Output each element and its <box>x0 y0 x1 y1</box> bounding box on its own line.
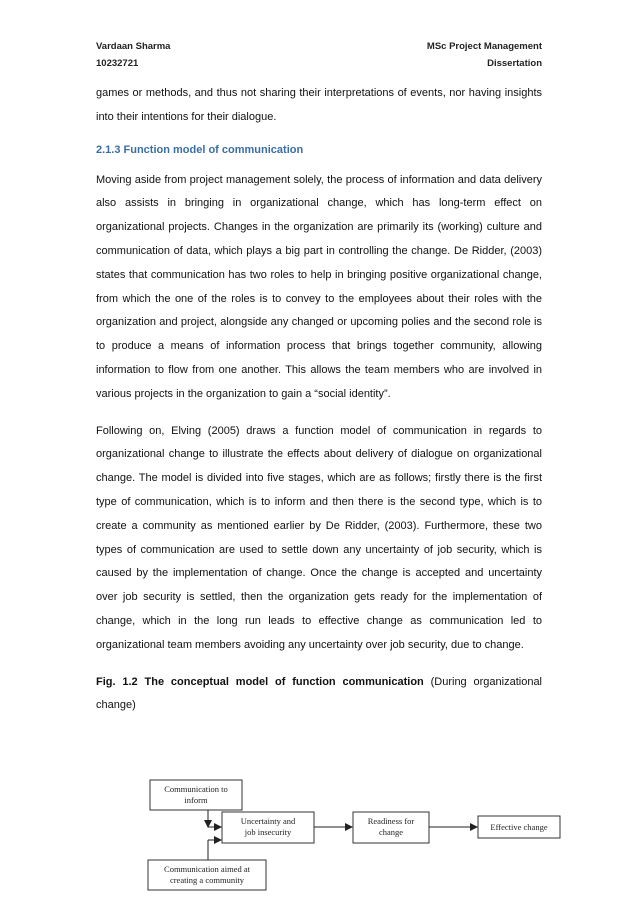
node-uncertainty <box>222 812 314 843</box>
node-community-line-2: creating a community <box>169 875 245 885</box>
paragraph-2: Following on, Elving (2005) draws a function model of communication in regards to organizational change to illustrate the effects about delivery of dialogue on organizational change. The model is divided into five stages, which are as follows; firstly there is the first type of communication, which is to inform and then there is the second type, which is to create a community as mentioned earlier by De Ridder, (2003). Furthermore, these two types of communication are used to settle down any uncertainty of job security, which is caused by the implementation of change. Once the change is accepted and uncertainty over job security is settled, then the organization gets ready for the implementation of change, which in the long run leads to effective change as communication led to organizational team members avoiding any uncertainty over job security, due to change. <box>96 424 542 651</box>
course-name: MSc Project Management <box>426 41 542 52</box>
document-type: Dissertation <box>487 58 542 69</box>
node-inform-line-1: Communication to <box>164 784 228 794</box>
node-uncertainty-line-1: Uncertainty and <box>240 816 296 826</box>
node-community <box>148 860 266 890</box>
node-inform <box>150 780 242 810</box>
section-heading: 2.1.3 Function model of communication <box>96 143 304 156</box>
intro-paragraph: games or methods, and thus not sharing their interpretations of events, nor having insights into their intentions for their dialogue. <box>96 87 542 123</box>
paragraph-1: Moving aside from project management solely, the process of information and data delivery also assists in bringing in organizational change, which has long-term effect on organizational projects. Changes in the organization are primarily its (working) culture and communication of data, which plays a big part in controlling the change. De Ridder, (2003) states that communication has two roles to help in bringing positive organizational change, from which the one of the roles is to convey to the employees about their roles with the organization and project, alongside any changed or upcoming polies and the second role is to produce a means of information process that brings together community, allowing information to flow from one another. This allows the team members who are involved in various projects in the organization to gain a “social identity”. <box>96 173 542 400</box>
page-body <box>96 82 542 718</box>
figure-label: Fig. 1.2 The conceptual model of function communication <box>96 675 424 688</box>
figure-caption <box>96 671 542 719</box>
node-readiness-line-2: change <box>378 827 404 837</box>
student-id: 10232721 <box>96 58 139 69</box>
node-community-line-1: Communication aimed at <box>164 864 250 874</box>
figure-note: (During organizational change) <box>96 675 543 712</box>
node-readiness <box>353 812 429 843</box>
node-uncertainty-line-2: job insecurity <box>244 827 292 837</box>
node-effective <box>478 816 560 838</box>
node-readiness-line-1: Readiness for <box>367 816 415 826</box>
header-right <box>427 38 542 72</box>
node-inform-line-2: inform <box>184 795 208 805</box>
header-left <box>96 38 170 72</box>
author-name: Vardaan Sharma <box>96 41 171 52</box>
node-effective-line-1: Effective change <box>490 822 548 832</box>
